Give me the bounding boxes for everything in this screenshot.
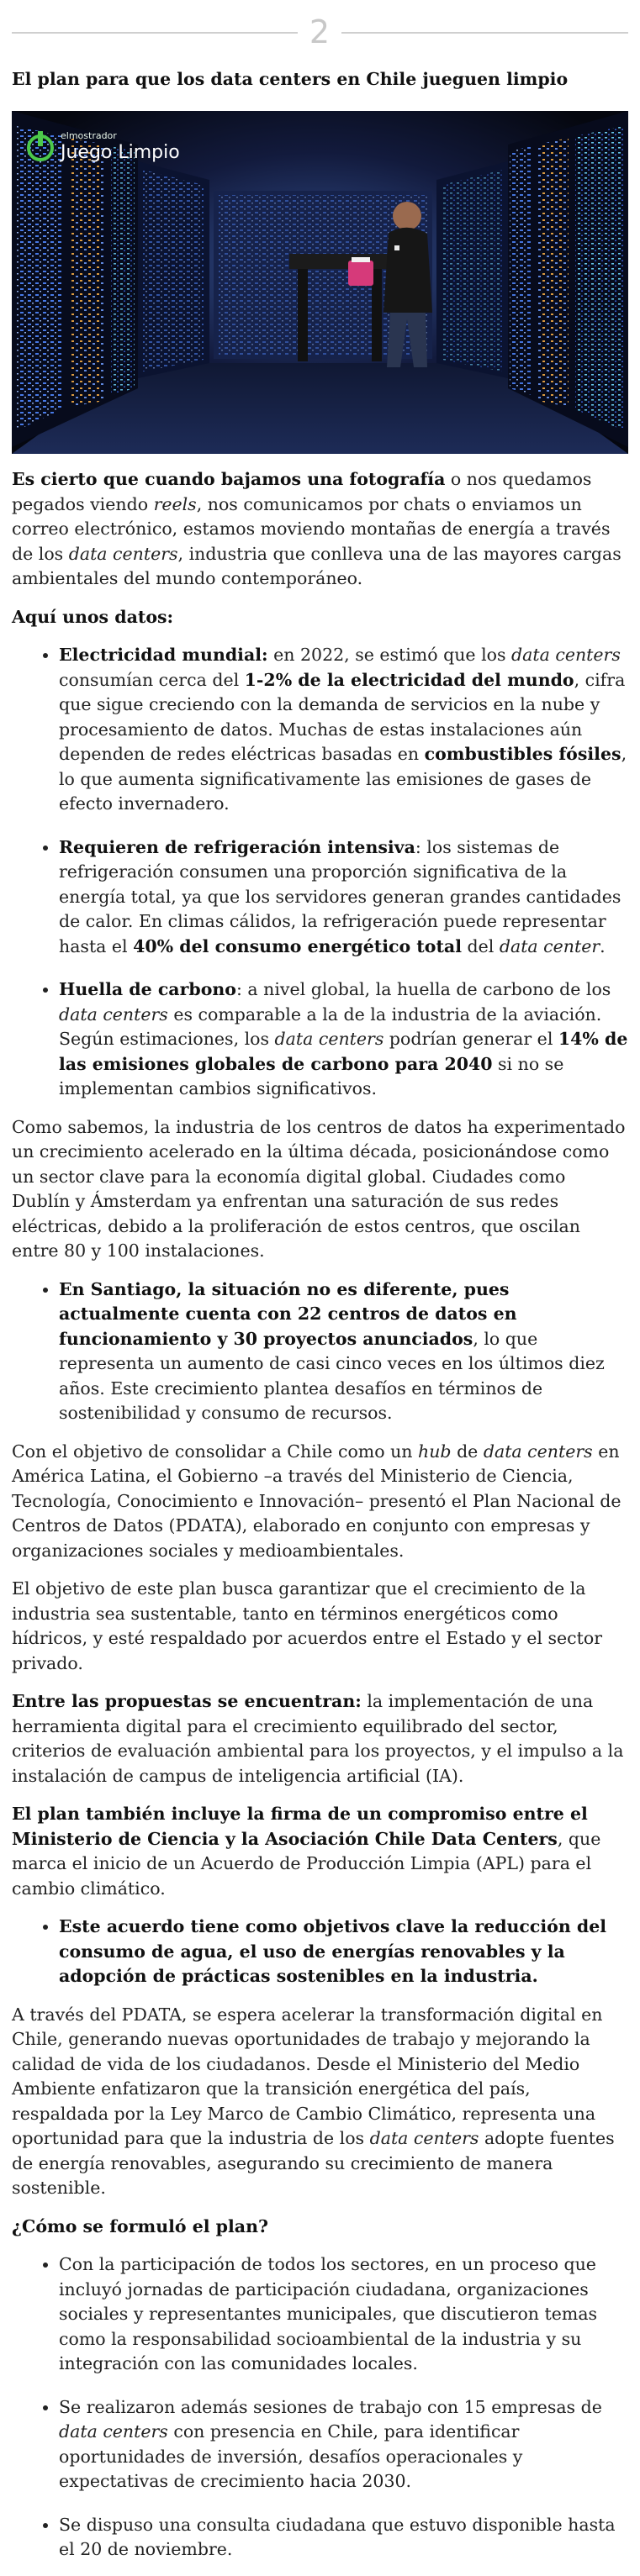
text-run: podrían generar el — [383, 1029, 558, 1049]
bold-text: Entre las propuestas se encuentran: — [12, 1691, 362, 1711]
paragraph — [12, 467, 628, 592]
bold-text: 14% de las emisiones globales de carbono para 2040 — [59, 1029, 628, 1074]
text-run: , que marca el inicio de un Acuerdo de Producción Limpia (APL) para el cambio climático. — [12, 1828, 601, 1899]
italic-text: data centers — [511, 645, 621, 665]
bold-text: Es cierto que cuando bajamos una fotografía — [12, 469, 446, 489]
bullet-list — [12, 1915, 628, 1989]
paragraph — [12, 1802, 628, 1901]
text-run: Con el objetivo de consolidar a Chile como un — [12, 1441, 419, 1462]
italic-text: hub — [418, 1441, 452, 1462]
bullet-list — [12, 2252, 628, 2563]
text-run: es comparable a la de la industria de la aviación. Según estimaciones, los — [59, 1004, 602, 1049]
italic-text: data centers — [274, 1029, 384, 1049]
text-run: de — [451, 1441, 484, 1462]
section-number: 2 — [309, 13, 331, 50]
divider-line-right — [341, 32, 628, 34]
article-body — [12, 467, 628, 2576]
paragraph — [12, 1440, 628, 1564]
text-run: si no se implementan cambios significativos. — [59, 1053, 564, 1098]
text-run: del — [462, 935, 500, 956]
bold-text: Este acuerdo tiene como objetivos clave la reducción del consumo de agua, el uso de energías renovables y la adopción de prácticas sostenibles en la industria. — [59, 1916, 607, 1986]
list-item — [59, 643, 628, 817]
text-run: : a nivel global, la huella de carbono de los — [235, 979, 611, 999]
list-item — [59, 1915, 628, 1989]
datacenter-photo — [12, 111, 628, 454]
bold-text: El plan también incluye la firma de un compromiso entre el Ministerio de Ciencia y la Asociación Chile Data Centers — [12, 1804, 588, 1849]
text-run: la implementación de una herramienta digital para el crecimiento equilibrado del sector, criterios de evaluación ambiental para los proyectos, y el impulso a la instalación de campus de inteligencia artificial (IA). — [12, 1691, 624, 1786]
paragraph — [12, 2215, 628, 2240]
text-run: A través del PDATA, se espera acelerar la transformación digital en Chile, generando nuevas oportunidades de trabajo y mejorando la calidad de vida de los ciudadanos. Desde el Ministerio del Medio Ambiente enfatizaron que la transición energética del país, respaldada por la Ley Marco de Cambio Climático, representa una oportunidad para que la industria de los — [12, 2004, 603, 2148]
text-run: con presencia en Chile, para identificar oportunidades de inversión, desafíos operacionales y expectativas de crecimiento hacia 2030. — [59, 2421, 523, 2491]
paragraph — [12, 2003, 628, 2201]
italic-text: data centers — [59, 2421, 168, 2442]
text-run: , nos comunicamos por chats o enviamos un correo electrónico, estamos moviendo montañas de energía a través de los — [12, 493, 611, 564]
text-run: , industria que conlleva una de las mayores cargas ambientales del mundo contemporáneo. — [12, 543, 621, 588]
text-run: consumían cerca del — [59, 669, 245, 690]
list-item — [59, 2252, 628, 2377]
bold-text: combustibles fósiles — [424, 744, 621, 764]
paragraph — [12, 605, 628, 630]
text-run: El objetivo de este plan busca garantizar que el crecimiento de la industria sea sustentable, tanto en términos energéticos como hídricos, y esté respaldado por acuerdos entre el Estado y el sector privado. — [12, 1578, 603, 1673]
text-run: Se dispuso una consulta ciudadana que estuvo disponible hasta el 20 de noviembre. — [59, 2514, 616, 2559]
bold-text: En Santiago, la situación no es diferente, pues actualmente cuenta con 22 centros de datos en funcionamiento y 30 proyectos anunciados — [59, 1278, 517, 1349]
list-item — [59, 2513, 628, 2563]
text-run: adopte fuentes de energía renovables, asegurando su crecimiento de manera sostenible. — [12, 2128, 615, 2198]
text-run: Como sabemos, la industria de los centros de datos ha experimentado un crecimiento acelerado en la última década, posicionándose como un sector clave para la economía digital global. Ciudades como Dublín y Ámsterdam ya enfrentan una saturación de sus redes eléctricas, debido a la proliferación de estos centros, que oscilan entre 80 y 100 instalaciones. — [12, 1116, 626, 1261]
text-run: en América Latina, el Gobierno –a través del Ministerio de Ciencia, Tecnología, Conocimiento e Innovación– presentó el Plan Nacional de Centros de Datos (PDATA), elaborado en conjunto con empresas y organizaciones sociales y medioambientales. — [12, 1441, 621, 1561]
text-run: o nos quedamos pegados viendo — [12, 469, 592, 514]
bold-text: ¿Cómo se formuló el plan? — [12, 2215, 268, 2236]
bold-text: Electricidad mundial: — [59, 645, 268, 665]
divider-line-left — [12, 32, 298, 34]
paragraph — [12, 1115, 628, 1264]
italic-text: data centers — [483, 1441, 593, 1462]
section-divider — [12, 15, 628, 49]
text-run: , cifra que sigue creciendo con la demanda de servicios en la nube y procesamiento de datos. Muchas de estas instalaciones aún dependen de redes eléctricas basadas en — [59, 669, 626, 764]
list-item — [59, 835, 628, 960]
italic-text: data centers — [68, 543, 178, 564]
text-run: en 2022, se estimó que los — [267, 645, 512, 665]
italic-text: data centers — [369, 2128, 479, 2148]
bold-text: Requieren de refrigeración intensiva — [59, 836, 415, 857]
bold-text: 1-2% de la electricidad del mundo — [244, 669, 574, 690]
text-run: , lo que representa un aumento de casi cinco veces en los últimos diez años. Este crecimiento plantea desafíos en términos de sostenibilidad y consumo de recursos. — [59, 1328, 605, 1423]
logo-small-text: elmostrador — [61, 130, 117, 141]
text-run: . — [600, 935, 606, 956]
text-run: Con la participación de todos los sectores, en un proceso que incluyó jornadas de participación ciudadana, organizaciones sociales y representantes municipales, que discutieron temas como la responsabilidad socioambiental de la industria y su integración con las comunidades locales. — [59, 2254, 598, 2373]
text-run: , lo que aumenta significativamente las emisiones de gases de efecto invernadero. — [59, 744, 627, 814]
bullet-list — [12, 1277, 628, 1426]
text-run: : los sistemas de refrigeración consumen una proporción significativa de la energía total, ya que los servidores generan grandes cantidades de calor. En climas cálidos, la refrigeración puede representar hasta el — [59, 836, 621, 956]
italic-text: data centers — [59, 1004, 168, 1025]
bold-text: 40% del consumo energético total — [133, 935, 462, 956]
paragraph — [12, 1689, 628, 1788]
logo-big-text: Juego Limpio — [61, 142, 180, 163]
text-run: Se realizaron además sesiones de trabajo con 15 empresas de — [59, 2396, 602, 2417]
italic-text: data center — [499, 935, 600, 956]
list-item — [59, 977, 628, 1102]
bullet-list — [12, 643, 628, 1102]
list-item — [59, 1277, 628, 1426]
list-item — [59, 2395, 628, 2494]
hero-image — [12, 111, 628, 454]
bold-text: Huella de carbono — [59, 979, 236, 999]
italic-text: reels — [153, 493, 197, 514]
article-title: El plan para que los data centers en Chile jueguen limpio — [12, 69, 569, 89]
bold-text: Aquí unos datos: — [12, 606, 174, 627]
paragraph — [12, 1577, 628, 1676]
